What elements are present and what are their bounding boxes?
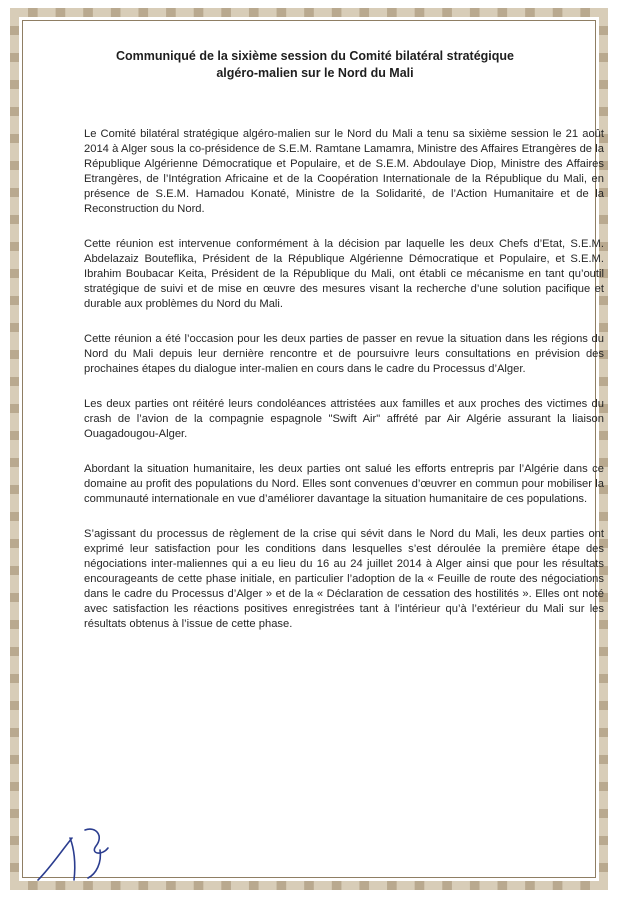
handwritten-signature [30,808,140,888]
paragraph-5: Abordant la situation humanitaire, les deux parties ont salué les efforts entrepris par l’Algérie dans ce domaine au profit des populations du Nord. Elles sont convenues d’œuvrer en commun pour mobiliser la communauté internationale en vue d’améliorer davantage la situation humanitaire de ces populations. [84,463,604,505]
document-title [60,48,570,82]
paragraph-2: Cette réunion est intervenue conformément à la décision par laquelle les deux Chefs d’Etat, S.E.M. Abdelazaiz Bouteflika, Président de la République Algérienne Démocratique et Populaire, et S.E.M. Ibrahim Boubacar Keita, Président de la République du Mali, ont établi ce mécanisme en tant qu’outil stratégique de suivi et de mise en œuvre des mesures visant la recherche d’une solution pacifique et durable aux problèmes du Nord du Mali. [84,238,604,310]
document-body [84,127,604,652]
paragraph-6: S’agissant du processus de règlement de la crise qui sévit dans le Nord du Mali, les deux parties ont exprimé leur satisfaction pour les conditions dans lesquelles s’est déroulée la première étape des négociations inter-maliennes qui a eu lieu du 16 au 24 juillet 2014 à Alger ainsi que pour les résultats encourageants de cette phase initiale, en particulier l’adoption de la « Feuille de route des négociations dans le cadre du Processus d’Alger » et de la « Déclaration de cessation des hostilités ». Elles ont noté avec satisfaction les réactions positives enregistrées tant à l’intérieur qu’à l’extérieur du Mali sur les résultats obtenus à l’issue de cette phase. [84,528,604,630]
paragraph-3: Cette réunion a été l’occasion pour les deux parties de passer en revue la situation dans les régions du Nord du Mali depuis leur dernière rencontre et de poursuivre leurs consultations en prévision des prochaines étapes du dialogue inter-malien en cours dans le cadre du Processus d’Alger. [84,333,604,375]
title-line-1: Communiqué de la sixième session du Comité bilatéral stratégique [115,49,515,63]
title-line-2: algéro-malien sur le Nord du Mali [216,66,414,80]
paragraph-1: Le Comité bilatéral stratégique algéro-malien sur le Nord du Mali a tenu sa sixième session le 21 août 2014 à Alger sous la co-présidence de S.E.M. Ramtane Lamamra, Ministre des Affaires Etrangères de la République Algérienne Démocratique et Populaire, et de S.E.M. Abdoulaye Diop, Ministre des Affaires Etrangères, de l’Intégration Africaine et de la Coopération Internationale de la République du Mali, en présence de S.E.M. Hamadou Konaté, Ministre de la Solidarité, de l’Action Humanitaire et de la Reconstruction du Nord. [84,128,604,215]
paragraph-4: Les deux parties ont réitéré leurs condoléances attristées aux familles et aux proches des victimes du crash de l’avion de la compagnie espagnole "Swift Air" affrété par Air Algérie assurant la liaison Ouagadougou-Alger. [84,398,604,440]
